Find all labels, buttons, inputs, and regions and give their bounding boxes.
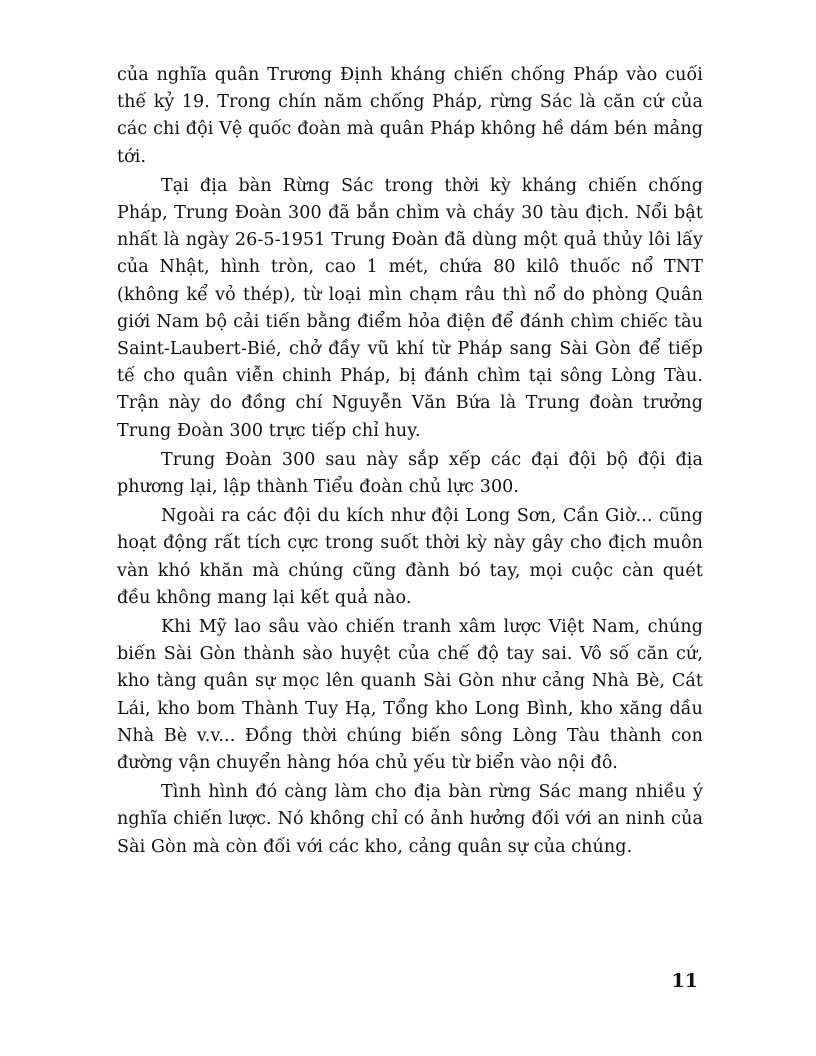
body-text	[117, 62, 703, 861]
paragraph-strategic-significance: Tình hình đó càng làm cho địa bàn rừng Sác mang nhiều ý nghĩa chiến lược. Nó không chỉ có ảnh hưởng đối với an ninh của Sài Gòn mà còn đối với các kho, cảng quân sự của chúng.	[117, 782, 703, 857]
paragraph-guerrilla-teams: Ngoài ra các đội du kích như đội Long Sơn, Cần Giờ... cũng hoạt động rất tích cực trong suốt thời kỳ này gây cho địch muôn vàn khó khăn mà chúng cũng đành bó tay, mọi cuộc càn quét đều không mang lại kết quả nào.	[117, 506, 703, 608]
paragraph-us-war: Khi Mỹ lao sâu vào chiến tranh xâm lược Việt Nam, chúng biến Sài Gòn thành sào huyệt của chế độ tay sai. Vô số căn cứ, kho tàng quân sự mọc lên quanh Sài Gòn như cảng Nhà Bè, Cát Lái, kho bom Thành Tuy Hạ, Tổng kho Long Bình, kho xăng dầu Nhà Bè v.v... Đồng thời chúng biến sông Lòng Tàu thành con đường vận chuyển hàng hóa chủ yếu từ biển vào nội đô.	[117, 617, 703, 774]
page-number: 11	[671, 970, 698, 992]
paragraph-battalion-300: Trung Đoàn 300 sau này sắp xếp các đại đội bộ đội địa phương lại, lập thành Tiểu đoàn chủ lực 300.	[117, 449, 703, 498]
paragraph-continued: của nghĩa quân Trương Định kháng chiến chống Pháp vào cuối thế kỷ 19. Trong chín năm chống Pháp, rừng Sác là căn cứ của các chi đội Vệ quốc đoàn mà quân Pháp không hề dám bén mảng tới.	[117, 65, 703, 167]
paragraph-regiment-300: Tại địa bàn Rừng Sác trong thời kỳ kháng chiến chống Pháp, Trung Đoàn 300 đã bắn chìm và cháy 30 tàu địch. Nổi bật nhất là ngày 26-5-1951 Trung Đoàn đã dùng một quả thủy lôi lấy của Nhật, hình tròn, cao 1 mét, chứa 80 kilô thuốc nổ TNT (không kể vỏ thép), từ loại mìn chạm râu thì nổ do phòng Quân giới Nam bộ cải tiến bằng điểm hỏa điện để đánh chìm chiếc tàu Saint-Laubert-Bié, chở đầy vũ khí từ Pháp sang Sài Gòn để tiếp tế cho quân viễn chinh Pháp, bị đánh chìm tại sông Lòng Tàu. Trận này do đồng chí Nguyễn Văn Bứa là Trung đoàn trưởng Trung Đoàn 300 trực tiếp chỉ huy.	[117, 175, 703, 441]
